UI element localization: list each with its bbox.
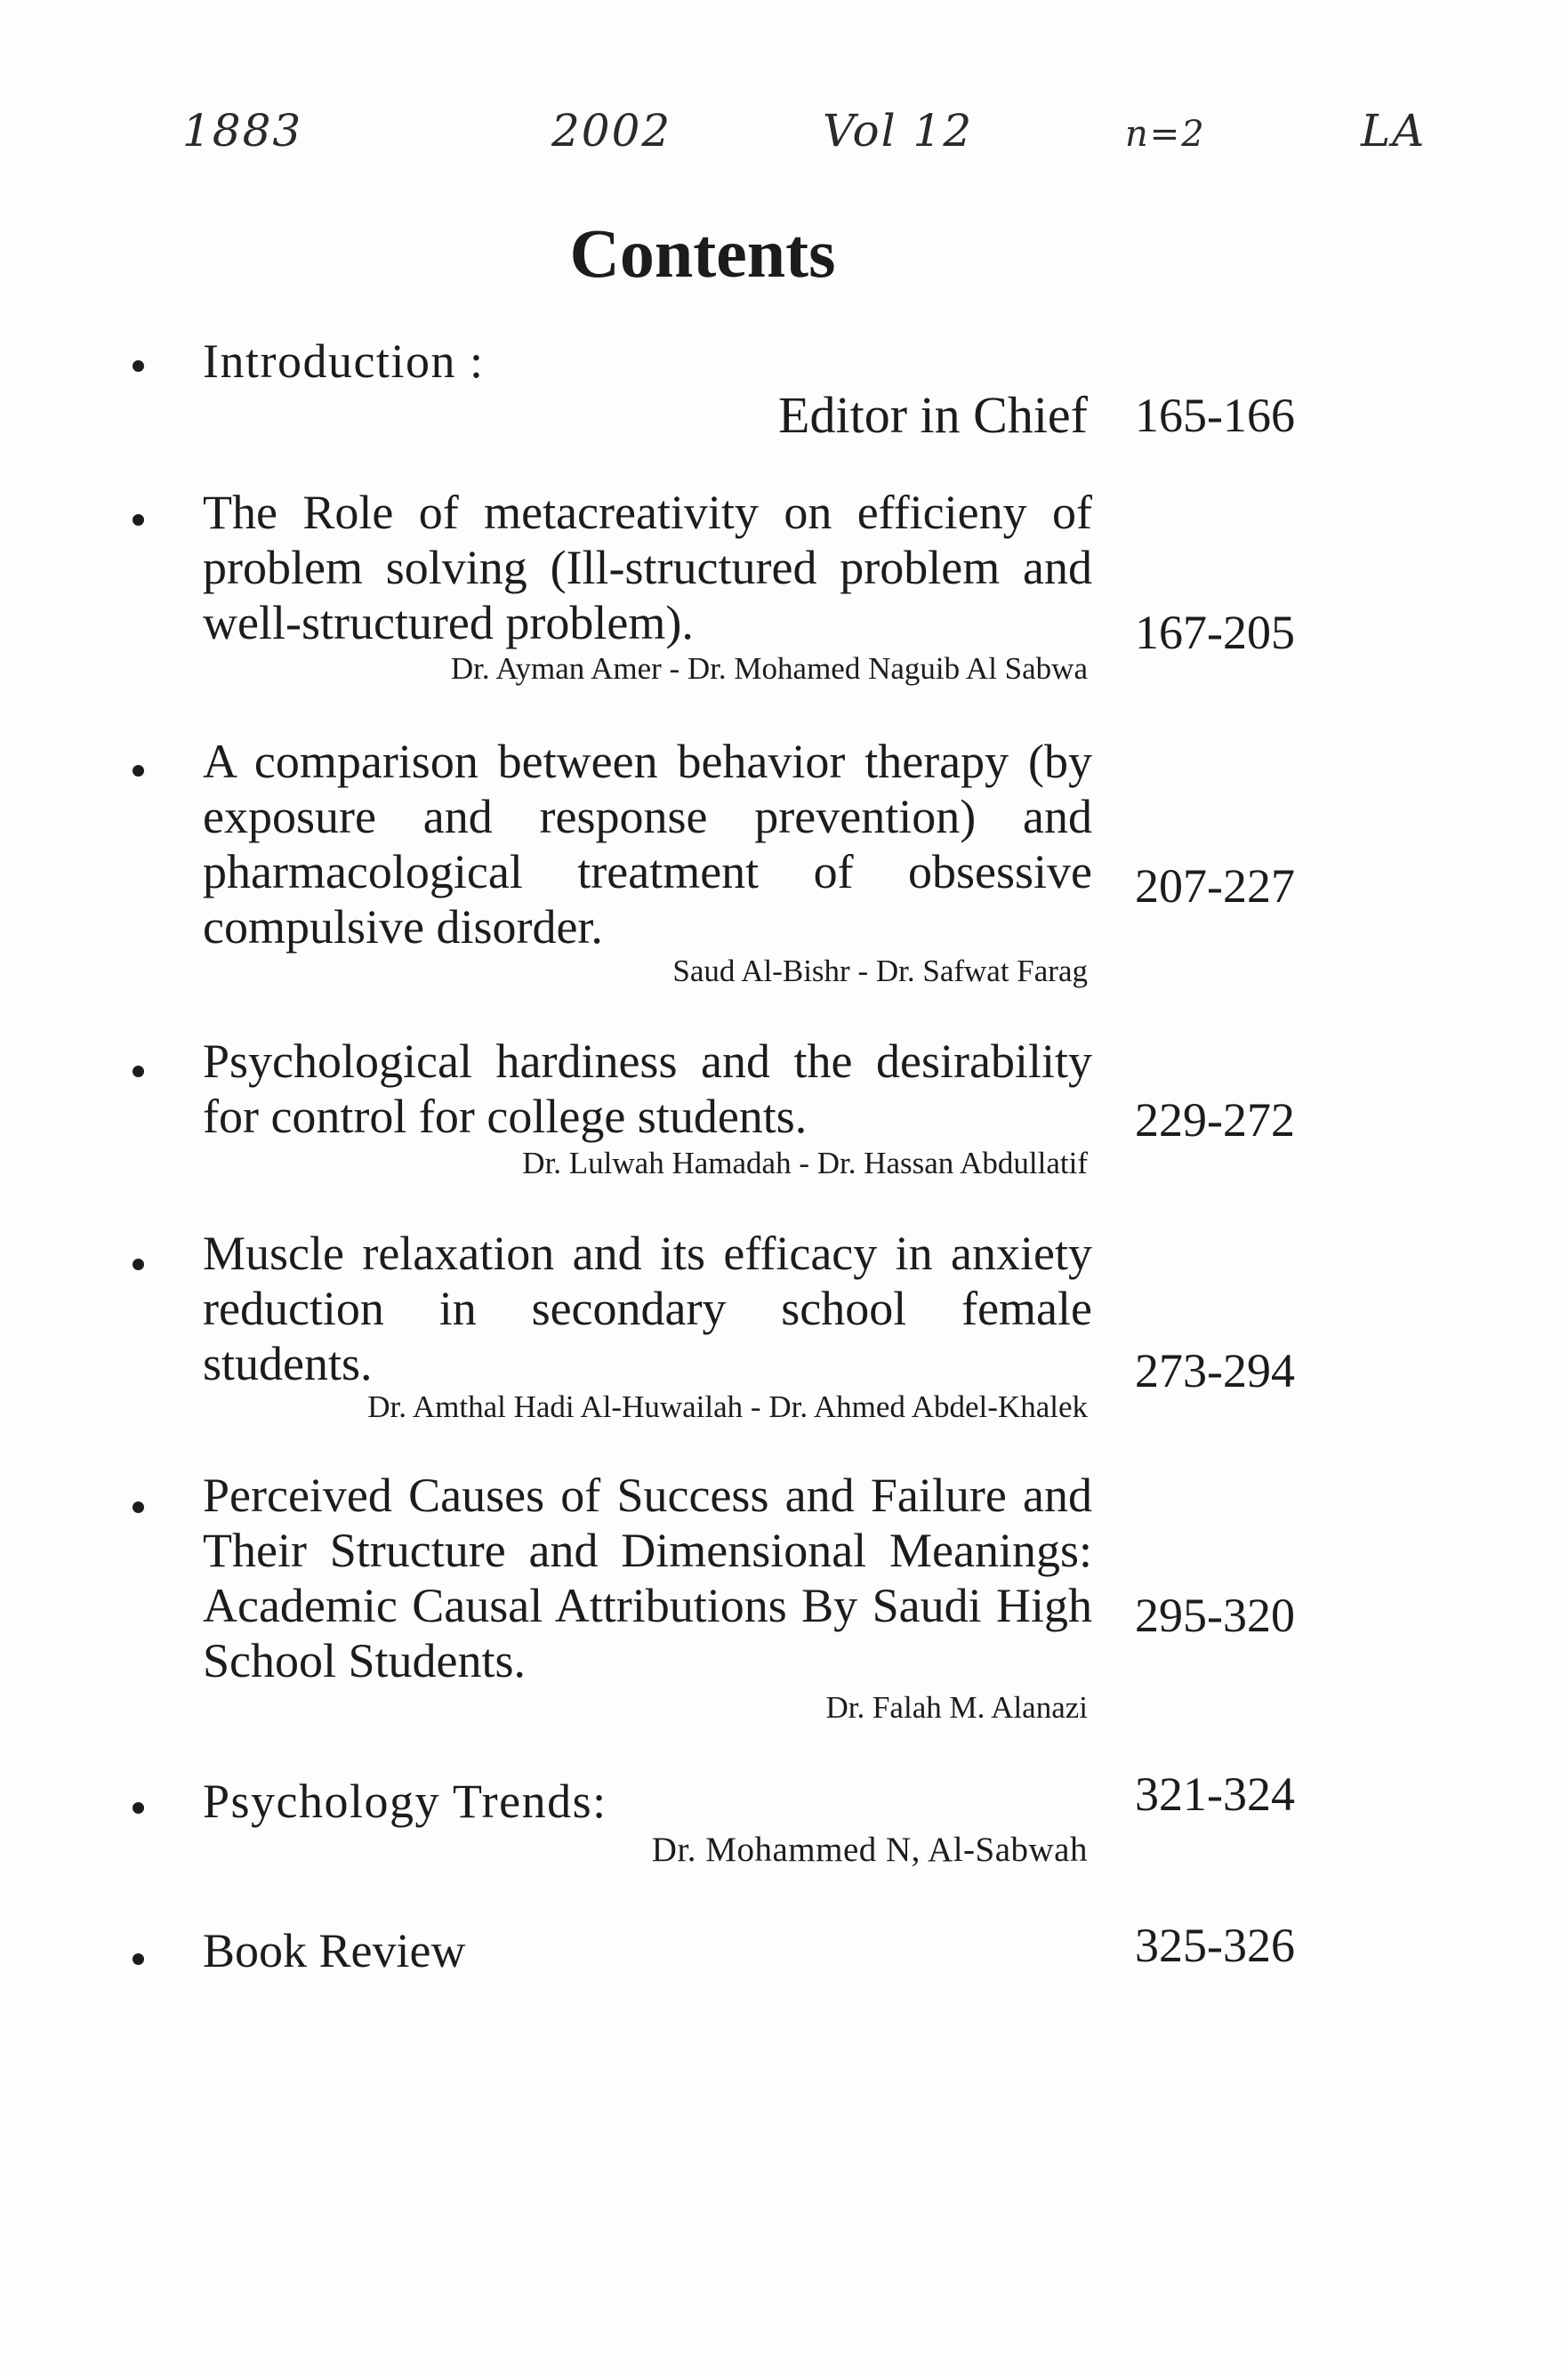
- entry-pages: 325-326: [1135, 1919, 1295, 1972]
- handwritten-note: n=2: [1125, 114, 1206, 155]
- entry-title: Introduction :: [203, 334, 485, 388]
- bullet-icon: [133, 1802, 144, 1814]
- entry-title: A comparison between behavior therapy (by exposure and response prevention) and pharmacological treatment of obsessive compulsive disorder.: [203, 735, 1092, 954]
- entry-pages: 207-227: [1135, 859, 1295, 913]
- entry-pages: 321-324: [1135, 1767, 1295, 1821]
- bullet-icon: [133, 1953, 144, 1965]
- bullet-icon: [133, 514, 144, 526]
- entry-title: Psychological hardiness and the desirability for control for college students.: [203, 1035, 1092, 1143]
- bullet-icon: [133, 1501, 144, 1513]
- entry-title: Psychology Trends:: [203, 1775, 607, 1828]
- handwritten-note: 2002: [551, 105, 672, 157]
- bullet-icon: [133, 765, 144, 777]
- handwritten-note: LA: [1361, 105, 1427, 157]
- entry-author: Editor in Chief: [778, 386, 1088, 444]
- entry-author: Dr. Amthal Hadi Al-Huwailah - Dr. Ahmed Abdel-Khalek: [367, 1389, 1088, 1424]
- entry-author: Dr. Lulwah Hamadah - Dr. Hassan Abdullatif: [522, 1146, 1088, 1180]
- entry-author: Saud Al-Bishr - Dr. Safwat Farag: [672, 954, 1088, 988]
- entry-author: Dr. Falah M. Alanazi: [825, 1690, 1088, 1725]
- entry-title: Perceived Causes of Success and Failure and Their Structure and Dimensional Meanings: Academic Causal Attributions By Saudi High School Students.: [203, 1469, 1092, 1687]
- entry-pages: 165-166: [1135, 389, 1295, 442]
- entry-author: Dr. Ayman Amer - Dr. Mohamed Naguib Al Sabwa: [450, 651, 1088, 686]
- bullet-icon: [133, 1066, 144, 1077]
- entry-pages: 273-294: [1135, 1344, 1295, 1397]
- entry-pages: 229-272: [1135, 1093, 1295, 1147]
- handwritten-note: 1883: [182, 105, 303, 157]
- entry-title: Muscle relaxation and its efficacy in anxiety reduction in secondary school female students.: [203, 1227, 1092, 1390]
- bullet-icon: [133, 360, 144, 372]
- handwritten-note: Vol 12: [823, 105, 974, 157]
- page-title: Contents: [569, 214, 836, 292]
- entry-author: Dr. Mohammed N, Al-Sabwah: [651, 1831, 1088, 1869]
- entry-title: Book Review: [203, 1924, 466, 1977]
- bullet-icon: [133, 1259, 144, 1270]
- entry-title: The Role of metacreativity on efficieny of problem solving (Ill-structured problem and well-structured problem).: [203, 486, 1092, 649]
- entry-pages: 167-205: [1135, 606, 1295, 659]
- entry-pages: 295-320: [1135, 1589, 1295, 1642]
